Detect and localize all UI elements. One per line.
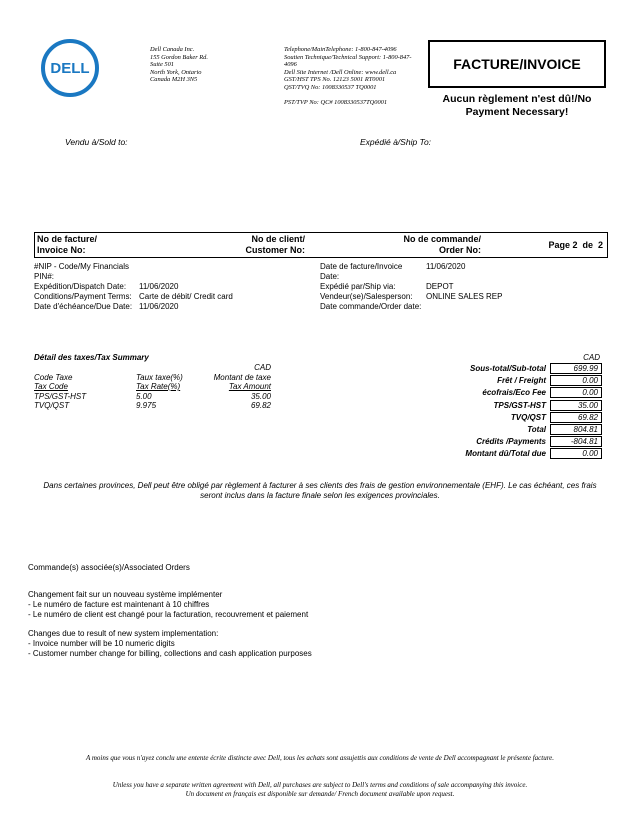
company-address: [150, 46, 208, 84]
logo-text: DELL: [50, 60, 90, 77]
no-payment-notice: Aucun règlement n'est dû!/No Payment Necessary!: [442, 93, 592, 118]
tax-amount: 69.82: [250, 401, 271, 410]
detail-row: [320, 282, 600, 292]
detail-row: [320, 272, 600, 282]
contact-line: Telephone/MainTelephone: 1-800-847-4096: [284, 46, 397, 53]
contact-line: GST/HST TPS No. 12123 5001 RT0001: [284, 76, 386, 84]
totals-row: [440, 387, 602, 399]
tax-currency-row: [34, 363, 274, 373]
address-line: North York, Ontario: [150, 68, 202, 76]
detail-row: [34, 292, 233, 302]
totals-row: [440, 436, 602, 448]
pst-number: PST/TVP No: QC# 1008330537TQ0001: [284, 99, 388, 106]
header-rate-en: Tax Rate(%): [136, 382, 181, 391]
dell-logo: [40, 38, 100, 98]
detail-row: [320, 302, 600, 312]
total-value: 699.99: [550, 363, 602, 374]
total-value: 0.00: [550, 375, 602, 386]
change-line: Changement fait sur un nouveau système implémenter: [28, 590, 223, 599]
sold-to-label: Vendu à/Sold to:: [65, 137, 128, 147]
detail-label: #NIP - Code/My Financials: [34, 262, 129, 271]
detail-row: [320, 292, 600, 302]
invoice-title: FACTURE/INVOICE: [428, 40, 606, 88]
detail-value: 11/06/2020: [426, 262, 466, 271]
detail-row: [320, 262, 600, 272]
address-line: Canada M2H 3N5: [150, 76, 198, 84]
contact-line: Dell Site Internet /Dell Online: www.dell.ca: [284, 68, 397, 76]
total-label: Total: [527, 424, 546, 434]
tax-row: [34, 392, 274, 402]
tax-amount: 35.00: [250, 391, 271, 401]
total-value: 35.00: [550, 400, 602, 411]
detail-label: Date commande/Order date:: [320, 302, 422, 311]
detail-value: DEPOT: [426, 282, 454, 291]
detail-row: [34, 272, 132, 282]
total-label: Crédits /Payments: [476, 437, 546, 447]
customer-no-fr: No de client/: [251, 234, 305, 244]
invoice-number-label: [37, 234, 97, 256]
details-left: [34, 262, 233, 312]
tax-header-en: [34, 382, 274, 392]
contact-info: [284, 46, 424, 92]
contact-line: Soutien Technique/Technical Support: 1-800-847-4096: [284, 53, 412, 69]
detail-label: Conditions/Payment Terms:: [34, 292, 132, 301]
header-code-fr: Code Taxe: [34, 372, 73, 382]
detail-label: Date:: [320, 272, 340, 281]
total-label: écofrais/Eco Fee: [482, 388, 546, 398]
address-line: 155 Gordon Baker Rd.: [150, 53, 208, 61]
footer-french-doc: Un document en français est disponible sur demande/ French document available upon request.: [185, 790, 455, 798]
company-name: Dell Canada Inc.: [150, 46, 195, 53]
detail-value: 11/06/2020: [139, 302, 179, 311]
change-line: - Customer number change for billing, collections and cash application purposes: [28, 648, 312, 658]
totals-currency-row: [440, 353, 602, 363]
detail-label: Vendeur(se)/Salesperson:: [320, 292, 413, 301]
invoice-no-fr: No de facture/: [37, 234, 98, 244]
page-number: Page 2 de 2: [548, 240, 603, 250]
order-number-label: [375, 234, 481, 256]
change-line: - Le numéro de client est changé pour la facturation, recouvrement et paiement: [28, 609, 309, 619]
totals-row: [440, 424, 602, 436]
header-amount-en: Tax Amount: [228, 382, 271, 391]
detail-row: [34, 262, 132, 272]
order-no-fr: No de commande/: [403, 234, 481, 244]
total-value: 0.00: [550, 387, 602, 398]
address-line: Suite 501: [150, 61, 174, 69]
tax-rate: 9.975: [136, 401, 157, 410]
eco-fee-note: Dans certaines provinces, Dell peut être obligé par règlement à facturer à ses clients des frais de gestion environnementale (EHF). Le cas échéant, ces frais seront inclus dans la facture finale selon les exigences provinciales.: [43, 481, 597, 500]
totals-row: [440, 375, 602, 387]
customer-no-en: Customer No:: [245, 245, 305, 255]
detail-row: [34, 282, 179, 292]
detail-label: Expédition/Dispatch Date:: [34, 282, 127, 291]
totals-row: [440, 400, 602, 412]
change-line: - Invoice number will be 10 numeric digits: [28, 639, 175, 649]
totals-row: [440, 448, 602, 460]
total-label: Sous-total/Sub-total: [470, 364, 546, 373]
tax-row: [34, 401, 274, 411]
totals-row: [440, 412, 602, 424]
total-value: 69.82: [550, 412, 602, 423]
details-right: [320, 262, 600, 312]
detail-label: Date d'échéance/Due Date:: [34, 302, 133, 311]
detail-label: PIN#:: [34, 272, 55, 281]
total-value: 804.81: [550, 424, 602, 435]
footer-terms-en: Unless you have a separate written agreement with Dell, all purchases are subject to Dell's terms and conditions of sale accompanying this invoice.: [112, 781, 528, 789]
tax-rate: 5.00: [136, 391, 152, 401]
totals-block: [440, 353, 602, 461]
ship-to-label: Expédié à/Ship To:: [360, 137, 432, 147]
detail-value: ONLINE SALES REP: [426, 292, 503, 301]
tax-currency: CAD: [254, 363, 271, 372]
header-rate-fr: Taux taxe(%): [136, 372, 183, 382]
invoice-number-bar: [34, 232, 608, 258]
total-label: Frêt / Freight: [497, 376, 546, 386]
detail-value: 11/06/2020: [139, 282, 179, 291]
customer-number-label: [215, 234, 305, 256]
total-label: TVQ/QST: [510, 412, 546, 422]
header-code-en: Tax Code: [34, 382, 68, 391]
total-label: Montant dû/Total due: [465, 449, 546, 459]
tax-code: TPS/GST-HST: [34, 391, 87, 401]
total-label: TPS/GST-HST: [493, 400, 546, 410]
tax-summary-title: Détail des taxes/Tax Summary: [34, 353, 149, 362]
detail-label: Expédié par/Ship via:: [320, 282, 396, 291]
footer-terms-fr: A moins que vous n'ayez conclu une entente écrite distincte avec Dell, tous les achats sont assujettis aux conditions de vente de Dell accompagnant le présente facture.: [85, 754, 555, 762]
totals-row: [440, 363, 602, 375]
invoice-no-en: Invoice No:: [37, 245, 86, 255]
detail-row: [34, 302, 179, 312]
tax-header-fr: [34, 373, 274, 383]
order-no-en: Order No:: [438, 245, 481, 255]
tax-code: TVQ/QST: [34, 401, 70, 410]
change-line: - Le numéro de facture est maintenant à 10 chiffres: [28, 599, 210, 609]
header-amount-fr: Montant de taxe: [213, 372, 271, 382]
total-value: -804.81: [550, 436, 602, 447]
totals-currency: CAD: [583, 353, 600, 362]
contact-line: QST/TVQ No: 1008330537 TQ0001: [284, 83, 377, 91]
associated-orders: Commande(s) associée(s)/Associated Orders: [28, 563, 190, 572]
detail-value: Carte de débit/ Credit card: [139, 292, 233, 301]
system-changes: [28, 590, 312, 659]
tax-summary-table: [34, 363, 274, 411]
detail-label: Date de facture/Invoice: [320, 262, 403, 271]
change-line: Changes due to result of new system implementation:: [28, 629, 219, 639]
total-value: 0.00: [550, 448, 602, 459]
